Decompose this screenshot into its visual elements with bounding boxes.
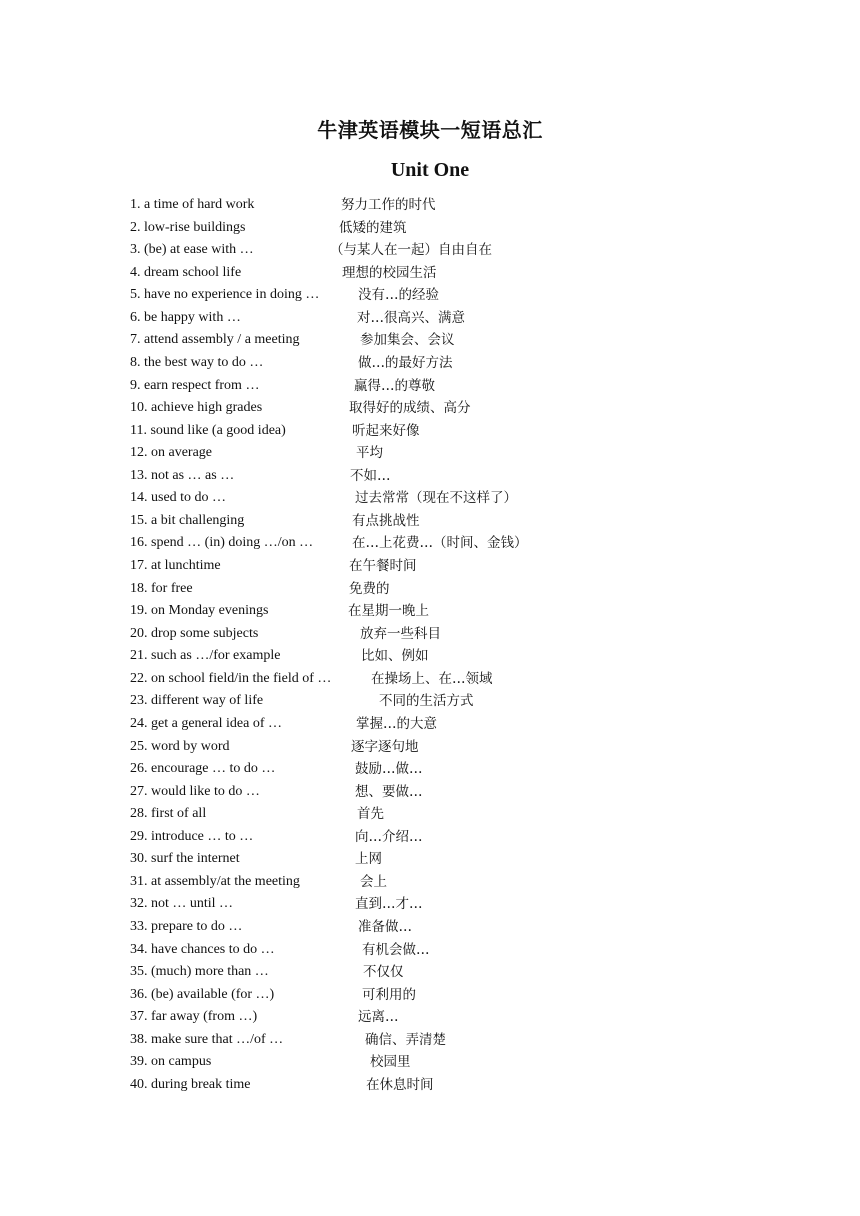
phrase-chinese: 理想的校园生活 xyxy=(342,264,437,281)
phrase-chinese: 校园里 xyxy=(370,1054,411,1071)
phrase-chinese: 参加集会、会议 xyxy=(360,332,455,349)
phrase-english: 38. make sure that …/of … xyxy=(130,1031,284,1047)
phrase-english: 39. on campus xyxy=(130,1054,212,1070)
phrase-row xyxy=(130,916,690,939)
phrase-chinese: 低矮的建筑 xyxy=(339,219,407,236)
phrase-english: 1. a time of hard work xyxy=(130,197,255,212)
phrase-chinese: 免费的 xyxy=(349,580,390,597)
phrase-english: 33. prepare to do … xyxy=(130,919,243,934)
phrase-row xyxy=(130,239,690,262)
phrase-english: 27. would like to do … xyxy=(130,783,260,799)
phrase-english: 36. (be) available (for …) xyxy=(130,986,275,1002)
phrase-chinese: 取得好的成绩、高分 xyxy=(349,400,471,417)
phrase-english: 21. such as …/for example xyxy=(130,648,281,664)
phrase-english: 24. get a general idea of … xyxy=(130,715,282,731)
phrase-list xyxy=(130,194,690,1097)
phrase-english: 5. have no experience in doing … xyxy=(130,287,320,303)
phrase-chinese: 在休息时间 xyxy=(366,1076,434,1093)
phrase-chinese: 在操场上、在…领域 xyxy=(371,670,493,687)
phrase-chinese: 赢得…的尊敬 xyxy=(354,377,435,394)
phrase-chinese: 直到…才… xyxy=(355,896,423,913)
phrase-chinese: 放弃一些科目 xyxy=(360,625,441,642)
phrase-english: 2. low-rise buildings xyxy=(130,219,246,235)
phrase-english: 10. achieve high grades xyxy=(130,400,263,416)
phrase-chinese: 做…的最好方法 xyxy=(358,354,453,371)
phrase-row xyxy=(130,442,690,465)
phrase-english: 34. have chances to do … xyxy=(130,941,275,957)
phrase-row xyxy=(130,1029,690,1052)
phrase-english: 28. first of all xyxy=(130,806,207,822)
phrase-row xyxy=(130,690,690,713)
phrase-chinese: 想、要做… xyxy=(355,783,423,800)
phrase-chinese: 确信、弄清楚 xyxy=(365,1031,446,1048)
phrase-row xyxy=(130,713,690,736)
phrase-chinese: 过去常常（现在不这样了） xyxy=(355,490,517,507)
phrase-english: 4. dream school life xyxy=(130,264,242,280)
phrase-english: 22. on school field/in the field of … xyxy=(130,670,332,686)
phrase-chinese: 首先 xyxy=(357,806,384,823)
phrase-row xyxy=(130,961,690,984)
phrase-english: 25. word by word xyxy=(130,738,230,754)
phrase-chinese: 不仅仅 xyxy=(363,964,404,981)
phrase-row xyxy=(130,578,690,601)
phrase-row xyxy=(130,1051,690,1074)
phrase-chinese: 掌握…的大意 xyxy=(356,715,437,732)
phrase-english: 7. attend assembly / a meeting xyxy=(130,332,300,348)
phrase-chinese: 不同的生活方式 xyxy=(379,693,474,710)
phrase-row xyxy=(130,826,690,849)
phrase-row xyxy=(130,781,690,804)
phrase-chinese: 有点挑战性 xyxy=(352,512,420,529)
phrase-row xyxy=(130,623,690,646)
phrase-row xyxy=(130,645,690,668)
phrase-row xyxy=(130,1006,690,1029)
phrase-row xyxy=(130,939,690,962)
phrase-english: 20. drop some subjects xyxy=(130,625,259,641)
phrase-english: 3. (be) at ease with … xyxy=(130,242,254,258)
phrase-row xyxy=(130,848,690,871)
phrase-english: 18. for free xyxy=(130,580,193,596)
phrase-row xyxy=(130,194,690,217)
phrase-english: 23. different way of life xyxy=(130,693,264,709)
phrase-english: 12. on average xyxy=(130,445,213,461)
unit-title: Unit One xyxy=(390,159,470,181)
phrase-row xyxy=(130,1074,690,1097)
phrase-row xyxy=(130,262,690,285)
phrase-chinese: 上网 xyxy=(355,851,382,868)
phrase-english: 6. be happy with … xyxy=(130,309,241,325)
phrase-row xyxy=(130,397,690,420)
phrase-english: 35. (much) more than … xyxy=(130,964,269,980)
phrase-english: 17. at lunchtime xyxy=(130,558,221,573)
phrase-row xyxy=(130,217,690,240)
phrase-chinese: 在星期一晚上 xyxy=(348,603,429,620)
phrase-row xyxy=(130,375,690,398)
phrase-row xyxy=(130,465,690,488)
phrase-row xyxy=(130,893,690,916)
phrase-row xyxy=(130,758,690,781)
phrase-english: 32. not … until … xyxy=(130,896,234,912)
phrase-row xyxy=(130,352,690,375)
phrase-english: 40. during break time xyxy=(130,1076,251,1092)
phrase-english: 16. spend … (in) doing …/on … xyxy=(130,535,314,551)
phrase-chinese: 不如… xyxy=(350,467,391,484)
phrase-row xyxy=(130,307,690,330)
phrase-row xyxy=(130,555,690,578)
phrase-chinese: 准备做… xyxy=(358,919,412,935)
phrase-row xyxy=(130,329,690,352)
phrase-chinese: 平均 xyxy=(356,445,383,462)
phrase-row xyxy=(130,668,690,691)
phrase-english: 29. introduce … to … xyxy=(130,828,254,844)
phrase-row xyxy=(130,736,690,759)
phrase-row xyxy=(130,871,690,894)
phrase-english: 26. encourage … to do … xyxy=(130,761,276,777)
phrase-row xyxy=(130,803,690,826)
phrase-chinese: 努力工作的时代 xyxy=(341,197,436,213)
phrase-chinese: 可利用的 xyxy=(362,986,416,1003)
phrase-row xyxy=(130,532,690,555)
phrase-row xyxy=(130,420,690,443)
phrase-chinese: 逐字逐句地 xyxy=(351,738,419,755)
phrase-chinese: 在…上花费…（时间、金钱） xyxy=(352,535,528,552)
phrase-chinese: 听起来好像 xyxy=(352,422,420,439)
phrase-chinese: 比如、例如 xyxy=(361,648,429,665)
phrase-english: 11. sound like (a good idea) xyxy=(130,422,286,438)
page-title: 牛津英语模块一短语总汇 xyxy=(317,118,543,142)
phrase-english: 14. used to do … xyxy=(130,490,227,506)
phrase-chinese: 会上 xyxy=(360,873,387,890)
phrase-english: 9. earn respect from … xyxy=(130,377,260,393)
phrase-english: 37. far away (from …) xyxy=(130,1009,258,1025)
phrase-english: 30. surf the internet xyxy=(130,851,240,867)
phrase-chinese: 没有…的经验 xyxy=(358,287,439,304)
phrase-row xyxy=(130,510,690,533)
phrase-chinese: 鼓励…做… xyxy=(355,761,423,778)
phrase-row xyxy=(130,600,690,623)
phrase-chinese: （与某人在一起）自由自在 xyxy=(330,242,492,259)
phrase-english: 15. a bit challenging xyxy=(130,512,245,528)
phrase-row xyxy=(130,984,690,1007)
phrase-chinese: 向…介绍… xyxy=(355,828,423,845)
phrase-english: 8. the best way to do … xyxy=(130,354,264,370)
phrase-chinese: 有机会做… xyxy=(362,941,430,958)
phrase-english: 13. not as … as … xyxy=(130,467,235,483)
phrase-row xyxy=(130,284,690,307)
phrase-row xyxy=(130,487,690,510)
phrase-chinese: 远离… xyxy=(358,1009,399,1026)
phrase-english: 19. on Monday evenings xyxy=(130,603,269,619)
phrase-chinese: 在午餐时间 xyxy=(349,558,417,574)
phrase-english: 31. at assembly/at the meeting xyxy=(130,873,300,889)
phrase-chinese: 对…很高兴、满意 xyxy=(357,309,465,326)
